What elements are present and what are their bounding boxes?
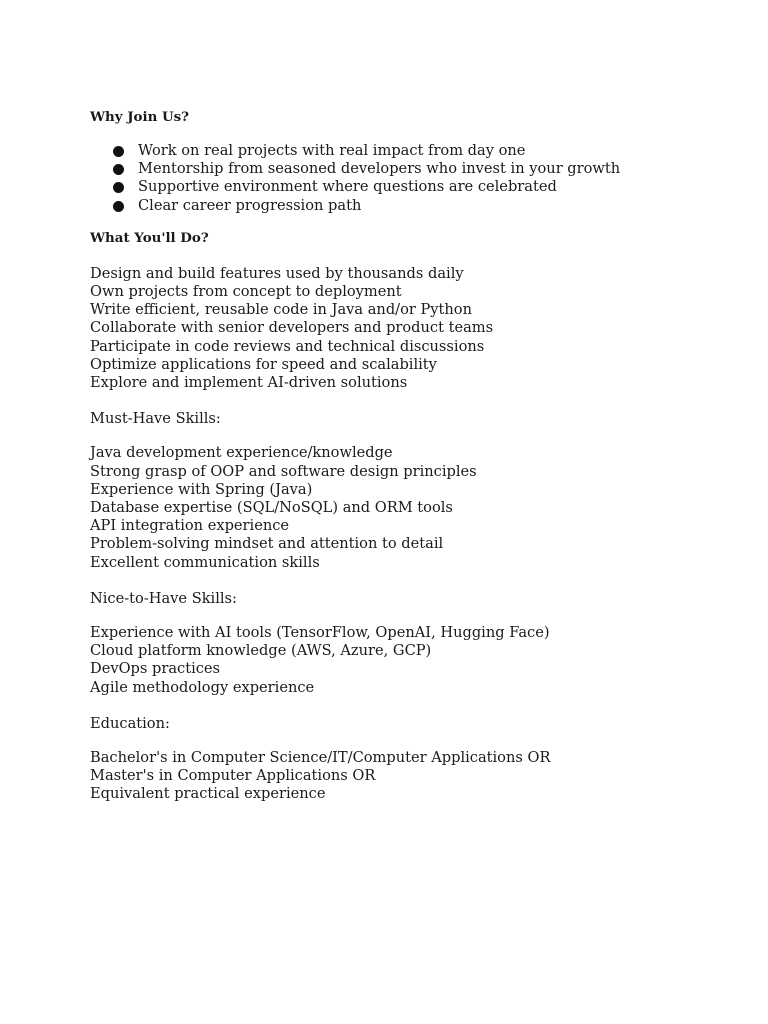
list-item: Supportive environment where questions are celebrated — [90, 178, 730, 196]
bullet-icon — [113, 201, 124, 212]
list-item: Experience with Spring (Java) — [90, 480, 313, 498]
list-item: Bachelor's in Computer Science/IT/Computer Applications OR — [90, 749, 551, 767]
list-item: Collaborate with senior developers and product teams — [90, 319, 494, 337]
list-item: Excellent communication skills — [90, 553, 320, 571]
education-list — [90, 749, 730, 804]
list-item: Optimize applications for speed and scalability — [90, 355, 437, 373]
list-item: Participate in code reviews and technical discussions — [90, 337, 485, 355]
bullet-icon — [113, 182, 124, 193]
list-item: Clear career progression path — [90, 197, 730, 215]
bullet-icon — [113, 164, 124, 175]
why-join-heading: Why Join Us? — [90, 109, 190, 125]
list-item: Experience with AI tools (TensorFlow, OpenAI, Hugging Face) — [90, 624, 550, 642]
nice-to-have-heading: Nice-to-Have Skills: — [90, 589, 237, 607]
list-item: DevOps practices — [90, 660, 221, 678]
list-item: Database expertise (SQL/NoSQL) and ORM tools — [90, 499, 453, 517]
list-item: Explore and implement AI-driven solutions — [90, 374, 408, 392]
must-have-list — [90, 444, 730, 571]
list-item: Master's in Computer Applications OR — [90, 767, 376, 785]
nice-to-have-list — [90, 624, 730, 697]
list-item: Java development experience/knowledge — [90, 444, 393, 462]
why-join-list — [90, 142, 730, 215]
document-page — [90, 108, 730, 804]
list-item: Write efficient, reusable code in Java and/or Python — [90, 301, 472, 319]
list-item: Work on real projects with real impact from day one — [90, 142, 730, 160]
list-item: Cloud platform knowledge (AWS, Azure, GCP) — [90, 642, 432, 660]
what-youll-do-heading: What You'll Do? — [90, 229, 209, 246]
list-item: Agile methodology experience — [90, 678, 315, 696]
education-heading: Education: — [90, 714, 170, 732]
list-item: Mentorship from seasoned developers who invest in your growth — [90, 160, 730, 178]
list-item: Own projects from concept to deployment — [90, 283, 402, 301]
list-item: Equivalent practical experience — [90, 785, 326, 803]
list-item: Strong grasp of OOP and software design principles — [90, 462, 477, 480]
bullet-icon — [113, 146, 124, 157]
must-have-heading: Must-Have Skills: — [90, 410, 221, 428]
list-item: Design and build features used by thousands daily — [90, 264, 464, 282]
list-item: Problem-solving mindset and attention to detail — [90, 535, 444, 553]
list-item: API integration experience — [90, 517, 290, 535]
what-youll-do-list — [90, 265, 730, 392]
